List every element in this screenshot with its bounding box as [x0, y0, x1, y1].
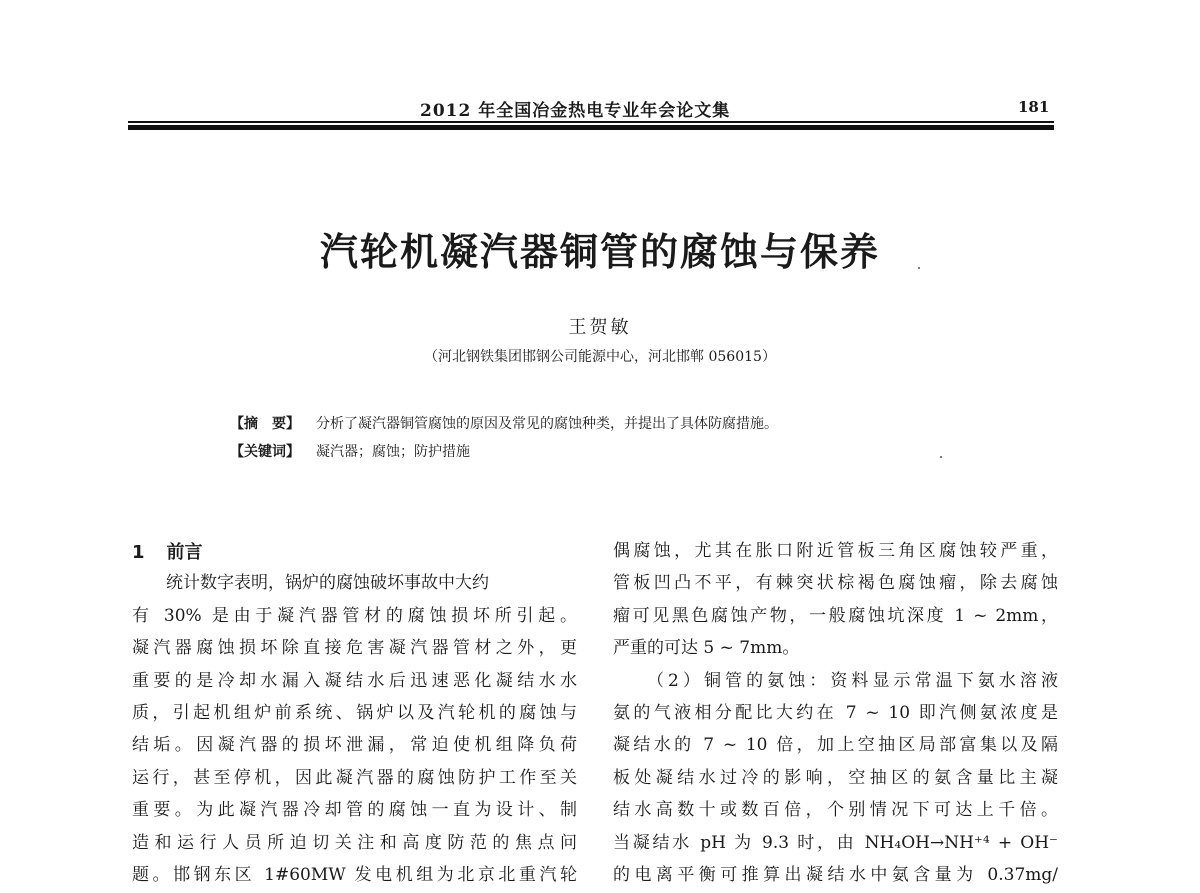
body-line: 的电离平衡可推算出凝结水中氨含量为 0.37mg/	[613, 864, 1058, 885]
header-rule-thick	[128, 125, 1054, 130]
author-name: 王贺敏	[568, 317, 632, 338]
body-line: 氨的气液相分配比大约在 7 ~ 10 即汽侧氨浓度是	[613, 702, 1058, 723]
body-line: 结水高数十或数百倍，个别情况下可达上千倍。	[613, 800, 1058, 821]
abstract-label: 【摘 要】	[230, 416, 300, 432]
body-line: 质，引起机组炉前系统、锅炉以及汽轮机的腐蚀与	[132, 702, 577, 723]
section-number: 1	[132, 542, 145, 563]
keywords-label: 【关键词】	[230, 444, 300, 460]
body-line: 严重的可达 5 ~ 7mm。	[613, 638, 800, 659]
body-line: 偶腐蚀，尤其在胀口附近管板三角区腐蚀较严重，	[613, 541, 1058, 561]
body-line: 重要的是冷却水漏入凝结水后迅速恶化凝结水水	[132, 670, 577, 691]
body-line: 管板凹凸不平，有棘突状棕褐色腐蚀瘤，除去腐蚀	[613, 573, 1058, 594]
page-number: 181	[1018, 98, 1050, 116]
body-line: 凝汽器腐蚀损坏除直接危害凝汽器管材之外，更	[132, 638, 577, 659]
scan-speck	[940, 456, 942, 458]
body-line: 结垢。因凝汽器的损坏泄漏，常迫使机组降负荷	[132, 735, 577, 756]
body-line: （2）铜管的氨蚀：资料显示常温下氨水溶液	[647, 670, 1058, 691]
body-line: 有 30% 是由于凝汽器管材的腐蚀损坏所引起。	[132, 605, 577, 626]
section-heading	[132, 535, 577, 567]
scan-speck	[918, 267, 920, 269]
body-line: 统计数字表明，锅炉的腐蚀破坏事故中大约	[166, 573, 489, 594]
keywords-row	[230, 441, 470, 461]
abstract-text: 分析了凝汽器铜管腐蚀的原因及常见的腐蚀种类，并提出了具体防腐措施。	[316, 416, 778, 432]
section-title: 前言	[166, 542, 203, 563]
author-affiliation: （河北钢铁集团邯钢公司能源中心，河北邯郸 056015）	[424, 349, 776, 365]
body-line: 凝结水的 7 ~ 10 倍，加上空抽区局部富集以及隔	[613, 735, 1058, 756]
left-column	[132, 535, 577, 891]
body-line: 瘤可见黑色腐蚀产物，一般腐蚀坑深度 1 ~ 2mm，	[613, 605, 1058, 626]
running-header-title: 2012 年全国冶金热电专业年会论文集	[420, 101, 731, 121]
header-rule-thin	[128, 121, 1054, 123]
body-line: 板处凝结水过冷的影响，空抽区的氨含量比主凝	[613, 767, 1058, 788]
abstract-row	[230, 413, 778, 433]
keywords-text: 凝汽器；腐蚀；防护措施	[316, 444, 470, 460]
body-line: 当凝结水 pH 为 9.3 时，由 NH₄OH→NH⁺⁴ + OH⁻	[613, 832, 1058, 853]
body-line: 重要。为此凝汽器冷却管的腐蚀一直为设计、制	[132, 800, 577, 821]
right-column	[613, 535, 1058, 891]
paper-title: 汽轮机凝汽器铜管的腐蚀与保养	[319, 229, 880, 274]
body-line: 造和运行人员所迫切关注和高度防范的焦点问	[132, 832, 577, 853]
body-line: 运行，甚至停机，因此凝汽器的腐蚀防护工作至关	[132, 767, 577, 788]
body-line: 题。邯钢东区 1#60MW 发电机组为北京北重汽轮	[132, 864, 577, 885]
